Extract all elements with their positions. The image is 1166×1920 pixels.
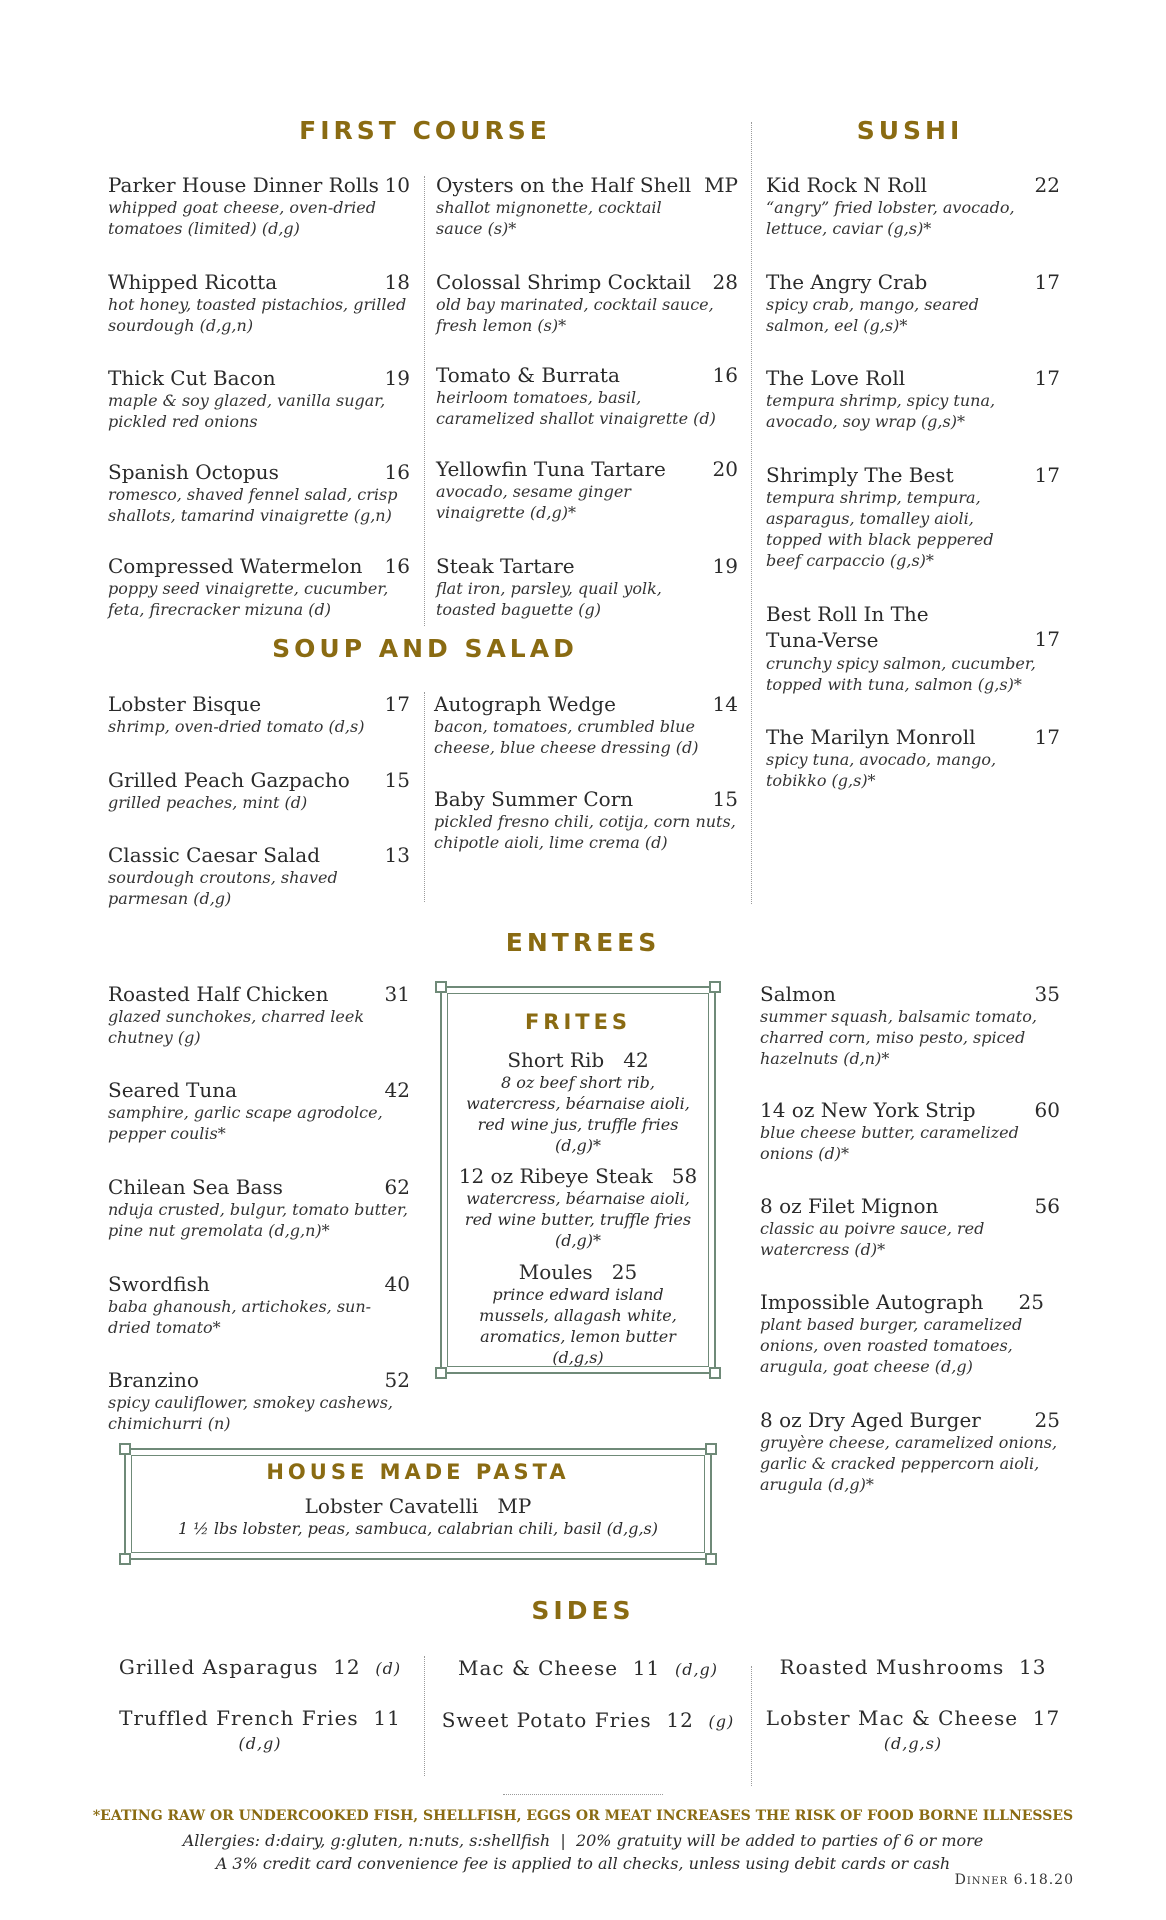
menu-item: [436, 457, 738, 523]
item-price: 20: [712, 457, 738, 481]
side-item: [430, 1707, 746, 1735]
menu-item: [436, 363, 738, 429]
item-description: bacon, tomatoes, crumbled blue cheese, blue cheese dressing (d): [434, 717, 699, 757]
item-price: 35: [1034, 982, 1060, 1006]
divider: [751, 1666, 752, 1786]
item-price: 56: [1034, 1194, 1060, 1218]
item-price: 22: [1034, 173, 1060, 197]
item-price: 19: [712, 554, 738, 578]
item-name: Oysters on the Half Shell: [436, 173, 692, 197]
item-name: Impossible Autograph: [760, 1290, 984, 1314]
menu-item: [108, 1272, 410, 1338]
menu-item: [108, 843, 410, 909]
item-price: 58: [671, 1164, 698, 1188]
item-description: spicy tuna, avocado, mango, tobikko (g,s)*: [766, 750, 997, 790]
menu-item: [434, 692, 738, 758]
menu-item: [766, 725, 1060, 791]
item-price: 14: [712, 692, 738, 716]
item-name: Baby Summer Corn: [434, 787, 634, 811]
item-description: plant based burger, caramelized onions, oven roasted tomatoes, arugula, goat cheese (d,g): [760, 1315, 1023, 1376]
item-price: 17: [1034, 366, 1060, 390]
item-name: Short Rib: [507, 1048, 605, 1072]
item-price: 16: [712, 363, 738, 387]
item-name: Steak Tartare: [436, 554, 575, 578]
frame-corner: [705, 1443, 717, 1455]
side-item: [758, 1654, 1068, 1680]
item-name: Mac & Cheese: [457, 1656, 619, 1680]
item-price: 10: [384, 173, 410, 197]
frites-item: [442, 1048, 714, 1156]
menu-item: [760, 1194, 1060, 1260]
frites-box: [440, 986, 716, 1374]
item-description: 8 oz beef short rib, watercress, béarnaise aioli, red wine jus, truffle fries (d,g)*: [466, 1073, 690, 1155]
frame-corner: [435, 981, 447, 993]
allergy-note: Allergies: d:dairy, g:gluten, n:nuts, s:shellfish | 20% gratuity will be added to parties of 6 or more: [182, 1831, 984, 1850]
item-name: Whipped Ricotta: [108, 270, 278, 294]
item-price: 13: [1018, 1655, 1047, 1679]
menu-item: [760, 1290, 1044, 1377]
item-description: tempura shrimp, spicy tuna, avocado, soy wrap (g,s)*: [766, 391, 996, 431]
item-name: Yellowfin Tuna Tartare: [436, 457, 666, 481]
item-description: classic au poivre sauce, red watercress (d)*: [760, 1219, 985, 1259]
item-name: Lobster Bisque: [108, 692, 262, 716]
menu-item: [108, 554, 410, 620]
item-price: 52: [384, 1368, 410, 1392]
item-description: summer squash, balsamic tomato, charred corn, miso pesto, spiced hazelnuts (d,n)*: [760, 1007, 1037, 1068]
item-description: 1 ½ lbs lobster, peas, sambuca, calabrian chili, basil (d,g,s): [178, 1519, 658, 1538]
item-price: 42: [384, 1078, 410, 1102]
menu-item: [108, 1368, 410, 1434]
item-name: Seared Tuna: [108, 1078, 238, 1102]
menu-item: [108, 1078, 410, 1144]
item-description: grilled peaches, mint (d): [108, 793, 308, 812]
menu-item: [436, 554, 738, 620]
item-name: The Marilyn Monroll: [766, 725, 976, 749]
item-price: 17: [1032, 1706, 1061, 1730]
soup-salad-heading: SOUP AND SALAD: [272, 634, 578, 663]
item-name: Truffled French Fries: [119, 1706, 359, 1730]
item-price: 11: [632, 1656, 661, 1680]
item-price: 17: [1034, 725, 1060, 749]
frame-corner: [119, 1553, 131, 1565]
item-allergen: (d,g): [238, 1734, 282, 1753]
item-name: The Love Roll: [766, 366, 906, 390]
item-description: poppy seed vinaigrette, cucumber, feta, firecracker mizuna (d): [108, 579, 389, 619]
side-item: [100, 1705, 420, 1757]
item-name: Thick Cut Bacon: [108, 366, 276, 390]
item-description: tempura shrimp, tempura, asparagus, tomalley aioli, topped with black peppered beef carpaccio (g,s)*: [766, 488, 994, 570]
pasta-heading: HOUSE MADE PASTA: [266, 1460, 570, 1484]
item-description: old bay marinated, cocktail sauce, fresh lemon (s)*: [436, 295, 714, 335]
item-description: heirloom tomatoes, basil, caramelized shallot vinaigrette (d): [436, 388, 716, 428]
item-name: Chilean Sea Bass: [108, 1175, 283, 1199]
item-description: sourdough croutons, shaved parmesan (d,g): [108, 868, 338, 908]
item-price: 25: [611, 1260, 638, 1284]
item-name: 8 oz Dry Aged Burger: [760, 1408, 981, 1432]
item-name: Spanish Octopus: [108, 460, 279, 484]
item-price: 17: [384, 692, 410, 716]
pasta-item: [126, 1494, 710, 1539]
item-description: maple & soy glazed, vanilla sugar, pickled red onions: [108, 391, 386, 431]
menu-item: [436, 173, 738, 239]
item-price: 17: [1034, 463, 1060, 487]
item-description: samphire, garlic scape agrodolce, pepper coulis*: [108, 1103, 383, 1143]
frame-corner: [119, 1443, 131, 1455]
frites-item: [442, 1260, 714, 1368]
item-price: 17: [1034, 270, 1060, 294]
item-price: 17: [1034, 627, 1060, 651]
side-item: [758, 1705, 1068, 1757]
pasta-box: [124, 1448, 712, 1560]
sides-heading: SIDES: [531, 1596, 635, 1625]
item-name: Lobster Cavatelli: [304, 1494, 479, 1518]
item-name: Salmon: [760, 982, 836, 1006]
item-description: baba ghanoush, artichokes, sun-dried tomato*: [108, 1297, 372, 1337]
item-description: “angry” fried lobster, avocado, lettuce, caviar (g,s)*: [766, 198, 1015, 238]
menu-item: [434, 787, 738, 853]
item-name: 12 oz Ribeye Steak: [458, 1164, 653, 1188]
item-name: Moules: [518, 1260, 593, 1284]
menu-item: [108, 366, 410, 432]
frame-corner: [709, 981, 721, 993]
item-description: romesco, shaved fennel salad, crisp shallots, tamarind vinaigrette (g,n): [108, 485, 398, 525]
menu-item: [108, 270, 410, 336]
item-price: 42: [623, 1048, 649, 1072]
item-name: Colossal Shrimp Cocktail: [436, 270, 692, 294]
divider: [424, 1656, 425, 1776]
item-description: spicy crab, mango, seared salmon, eel (g,s)*: [766, 295, 979, 335]
divider: [424, 692, 425, 902]
item-name: 14 oz New York Strip: [760, 1098, 976, 1122]
item-description: shrimp, oven-dried tomato (d,s): [108, 717, 365, 736]
item-price: 19: [384, 366, 410, 390]
item-price: 28: [712, 270, 738, 294]
item-name: Best Roll In The Tuna-Verse: [766, 602, 929, 652]
item-name: Roasted Half Chicken: [108, 982, 329, 1006]
fee-note: A 3% credit card convenience fee is applied to all checks, unless using debit cards or cash: [215, 1854, 951, 1873]
item-name: The Angry Crab: [766, 270, 928, 294]
menu-item: [108, 460, 410, 526]
item-price: 15: [384, 768, 410, 792]
item-description: nduja crusted, bulgur, tomato butter, pine nut gremolata (d,g,n)*: [108, 1200, 408, 1240]
item-description: avocado, sesame ginger vinaigrette (d,g)*: [436, 482, 631, 522]
menu-item: [766, 463, 1060, 571]
menu-date: Dinner 6.18.20: [954, 1872, 1074, 1888]
item-price: 16: [384, 554, 410, 578]
item-price: MP: [704, 173, 738, 197]
raw-food-warning: *EATING RAW OR UNDERCOOKED FISH, SHELLFISH, EGGS OR MEAT INCREASES THE RISK OF FOOD BORNE ILLNESSES: [92, 1808, 1074, 1824]
menu-item: [766, 601, 1060, 695]
divider: [424, 176, 425, 626]
entrees-heading: ENTREES: [505, 928, 661, 957]
frame-corner: [435, 1367, 447, 1379]
item-name: Sweet Potato Fries: [441, 1708, 652, 1732]
item-price: MP: [497, 1494, 532, 1518]
item-price: 25: [1034, 1408, 1060, 1432]
side-item: [430, 1655, 746, 1683]
menu-item: [766, 270, 1060, 336]
menu-item: [108, 982, 410, 1048]
item-name: Grilled Asparagus: [118, 1655, 319, 1679]
item-description: glazed sunchokes, charred leek chutney (g): [108, 1007, 365, 1047]
side-item: [100, 1654, 420, 1682]
menu-item: [760, 982, 1060, 1069]
item-name: Grilled Peach Gazpacho: [108, 768, 350, 792]
item-price: 18: [384, 270, 410, 294]
menu-item: [436, 270, 738, 336]
item-name: Classic Caesar Salad: [108, 843, 321, 867]
item-description: crunchy spicy salmon, cucumber, topped with tuna, salmon (g,s)*: [766, 654, 1036, 694]
item-name: Kid Rock N Roll: [766, 173, 928, 197]
first-course-heading: FIRST COURSE: [299, 116, 551, 145]
item-name: Swordfish: [108, 1272, 210, 1296]
item-name: Branzino: [108, 1368, 199, 1392]
item-price: 40: [384, 1272, 410, 1296]
item-description: whipped goat cheese, oven-dried tomatoes (limited) (d,g): [108, 198, 376, 238]
item-description: prince edward island mussels, allagash white, aromatics, lemon butter (d,g,s): [479, 1285, 677, 1367]
menu-item: [766, 366, 1060, 432]
item-name: Compressed Watermelon: [108, 554, 363, 578]
item-description: hot honey, toasted pistachios, grilled sourdough (d,g,n): [108, 295, 407, 335]
item-description: pickled fresno chili, cotija, corn nuts, chipotle aioli, lime crema (d): [434, 812, 736, 852]
item-allergen: (g): [708, 1712, 735, 1731]
item-price: 60: [1034, 1098, 1060, 1122]
item-price: 16: [384, 460, 410, 484]
item-allergen: (d): [375, 1659, 402, 1678]
sushi-heading: SUSHI: [856, 116, 964, 145]
item-description: shallot mignonette, cocktail sauce (s)*: [436, 198, 662, 238]
item-description: watercress, béarnaise aioli, red wine butter, truffle fries (d,g)*: [464, 1189, 692, 1250]
item-price: 25: [1018, 1290, 1044, 1314]
item-price: 11: [373, 1706, 401, 1730]
item-name: Parker House Dinner Rolls: [108, 173, 379, 197]
item-name: Roasted Mushrooms: [779, 1655, 1005, 1679]
menu-item: [108, 173, 410, 239]
item-price: 62: [384, 1175, 410, 1199]
menu-item: [108, 768, 410, 813]
item-name: Shrimply The Best: [766, 463, 954, 487]
item-price: 15: [712, 787, 738, 811]
item-description: spicy cauliflower, smokey cashews, chimichurri (n): [108, 1393, 394, 1433]
menu-item: [760, 1098, 1060, 1164]
footer-divider: [503, 1794, 663, 1795]
item-price: 12: [666, 1708, 694, 1732]
item-name: 8 oz Filet Mignon: [760, 1194, 939, 1218]
item-description: blue cheese butter, caramelized onions (d)*: [760, 1123, 1019, 1163]
divider: [751, 122, 752, 904]
frites-item: [442, 1164, 714, 1251]
frites-heading: FRITES: [524, 1010, 632, 1034]
menu-item: [108, 692, 410, 737]
item-name: Autograph Wedge: [434, 692, 616, 716]
menu-item: [760, 1408, 1060, 1495]
item-allergen: (d,g,s): [883, 1734, 943, 1753]
item-name: Tomato & Burrata: [436, 363, 620, 387]
menu-item: [766, 173, 1060, 239]
item-price: 12: [333, 1655, 361, 1679]
frame-corner: [709, 1367, 721, 1379]
item-description: flat iron, parsley, quail yolk, toasted baguette (g): [436, 579, 662, 619]
item-price: 13: [384, 843, 410, 867]
item-description: gruyère cheese, caramelized onions, garlic & cracked peppercorn aioli, arugula (d,g)*: [760, 1433, 1058, 1494]
item-allergen: (d,g): [674, 1660, 719, 1679]
item-name: Lobster Mac & Cheese: [765, 1706, 1019, 1730]
frame-corner: [705, 1553, 717, 1565]
item-price: 31: [384, 982, 410, 1006]
menu-item: [108, 1175, 410, 1241]
